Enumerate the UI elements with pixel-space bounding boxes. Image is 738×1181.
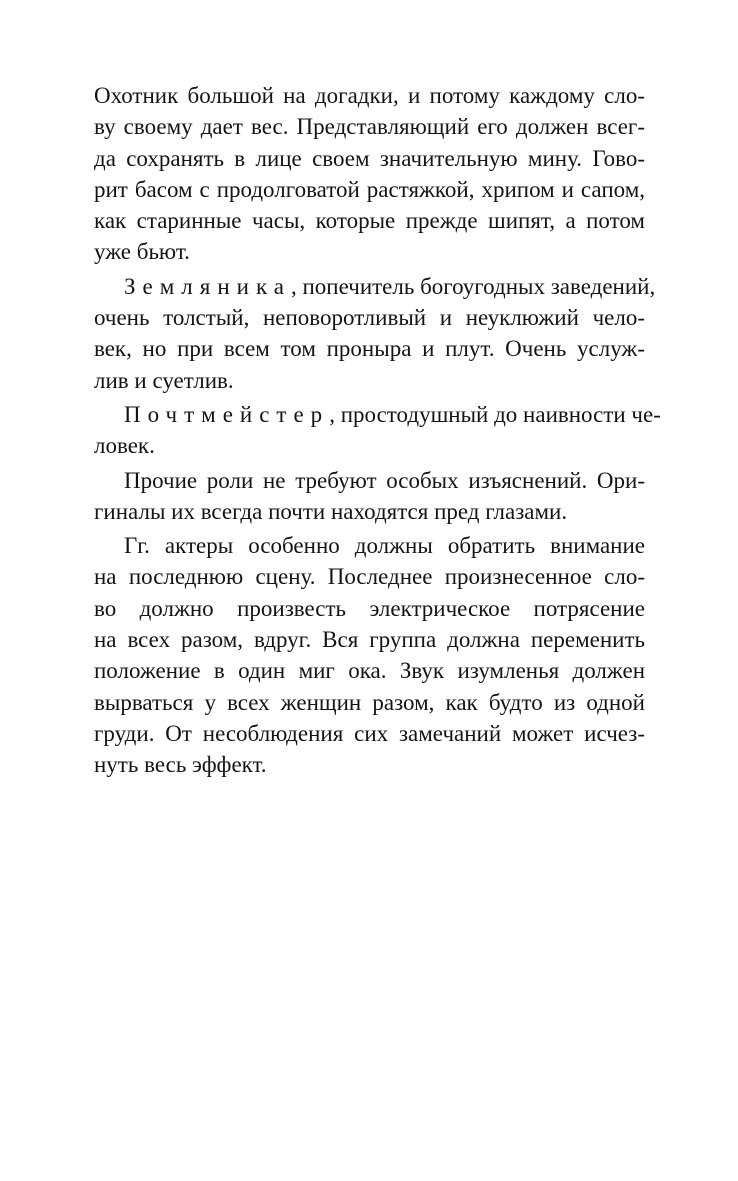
- text-fragment: , попечитель богоугодных заведений,: [291, 273, 656, 299]
- text-line: на всех разом, вдруг. Вся группа должна переменить: [94, 627, 645, 653]
- text-line: положение в один миг ока. Звук изумленья должен: [94, 658, 645, 684]
- paragraph-actors-note: [94, 530, 645, 780]
- paragraph-gorodnichiy-description: [94, 80, 645, 268]
- text-line: нуть весь эффект.: [94, 752, 267, 778]
- character-name: Земляника: [124, 273, 291, 299]
- text-line: да сохранять в лице своем значительную мину. Гово-: [94, 145, 645, 171]
- text-line: [94, 399, 661, 430]
- body-text: [94, 80, 661, 784]
- text-line: как старинные часы, которые прежде шипят, а потом: [94, 208, 645, 234]
- text-line: Гг. актеры особенно должны обратить внимание: [124, 533, 645, 559]
- text-line: [94, 271, 656, 302]
- text-line: лив и суетлив.: [94, 367, 234, 393]
- text-line: Прочие роли не требуют особых изъяснений. Ори-: [124, 467, 645, 493]
- paragraph-pochtmeyster: [94, 399, 661, 462]
- character-name: Почтмейстер: [124, 401, 330, 427]
- text-line: на последнюю сцену. Последнее произнесенное сло-: [94, 564, 645, 590]
- paragraph-other-roles: [94, 465, 645, 528]
- text-line: вырваться у всех женщин разом, как будто из одной: [94, 689, 645, 715]
- text-line: гиналы их всегда почти находятся пред глазами.: [94, 498, 568, 524]
- paragraph-zemlyanika: [94, 271, 656, 396]
- text-line: рит басом с продолговатой растяжкой, хрипом и сапом,: [94, 176, 645, 202]
- text-line: ловек.: [94, 433, 155, 459]
- text-line: уже бьют.: [94, 239, 190, 265]
- text-line: Охотник большой на догадки, и потому каждому сло-: [94, 83, 645, 108]
- text-line: груди. От несоблюдения сих замечаний может исчез-: [94, 720, 645, 746]
- text-line: ву своему дает вес. Представляющий его должен всег-: [94, 114, 645, 140]
- text-line: очень толстый, неповоротливый и неуклюжий чело-: [94, 305, 645, 331]
- text-fragment: , простодушный до наивности че-: [329, 401, 661, 427]
- text-line: век, но при всем том пронырa и плут. Очень услуж-: [94, 336, 645, 362]
- text-line: во должно произвесть электрическое потрясение: [94, 595, 645, 621]
